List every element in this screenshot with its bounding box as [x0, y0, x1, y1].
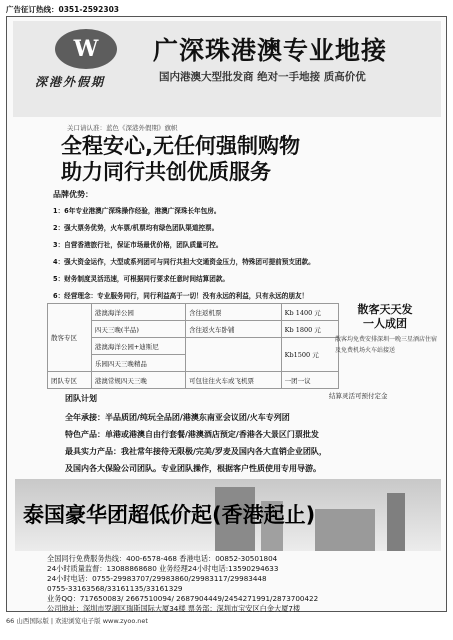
note-cell: 可包往往火车或飞机票	[186, 372, 282, 389]
note-cell: 含往返机票	[186, 304, 282, 321]
price-table	[47, 303, 339, 389]
advantage-item: 2：强大票务优势，火车票/机票均有绿色团队渠道控票。	[53, 224, 219, 232]
ad-page	[6, 16, 447, 612]
logo-text: 深港外假期	[35, 75, 106, 89]
price-cell: Kb 1800 元	[281, 321, 338, 338]
route-cell: 港澳常规四天三晚	[91, 372, 185, 389]
group-plan-title: 团队计划	[65, 394, 97, 403]
table-row	[48, 304, 339, 321]
price-cell: Kb1500 元	[281, 338, 338, 372]
advantages-title: 品牌优势：	[53, 190, 93, 199]
contact-info	[47, 554, 318, 614]
route-cell: 四天三晚(半品)	[91, 321, 185, 338]
table-row	[48, 372, 339, 389]
advantage-item: 1：6年专业港澳广深珠操作经验，港澳广深珠长年包房。	[53, 207, 221, 215]
headline	[61, 133, 300, 185]
contact-line: 0755-33163568/33161135/33161329	[47, 584, 183, 593]
side-promo	[329, 303, 441, 371]
contact-line: 业务QQ：717650083/ 2667510094/ 2687904449/2454271991/2873700422	[47, 594, 319, 603]
banner-title: 泰国豪华团超低价起(香港起止)	[23, 503, 316, 527]
notice-text: 关口请认准：蓝色《深港外假期》旗帜	[67, 124, 178, 132]
header-banner	[13, 21, 441, 117]
note-cell: 含往返火车卧铺	[186, 321, 282, 338]
group-plan-list	[65, 409, 437, 477]
advantage-item: 6：经营理念：专业服务同行，同行利益高于一切！没有永远的利益，只有永远的朋友！	[53, 292, 309, 300]
advantage-item: 4：强大资金运作，大型或系列团可与同行共担大交通资金压力，特殊团可提前预支团款。	[53, 258, 315, 266]
group-plan-item: 最具实力产品：我社常年接待无限极/完美/罗麦及国内各大直销企业团队，	[65, 447, 327, 456]
contact-line: 24小时质量监督：13088868680 业务经理24小时电话:13590294633	[47, 564, 279, 573]
building-shape	[387, 493, 405, 551]
note-cell	[186, 338, 282, 372]
route-cell: 乐园四天三晚精品	[91, 355, 185, 372]
advantage-item: 3：自营香港旅行社，保证市场最优价格，团队质量可控。	[53, 241, 223, 249]
group-plan-item: 特色产品：单港或港澳自由行套餐/港澳酒店预定/香港各大景区门票批发	[65, 430, 319, 439]
side-title-1: 散客天天发	[357, 303, 413, 316]
group-plan-item: 及国内各大保险公司团队。专业团队操作，根据客户性质使用专用导游。	[65, 464, 321, 473]
price-cell: 一团一议	[281, 372, 338, 389]
headline-line2: 助力同行共创优质服务	[61, 160, 271, 184]
advantages-list	[53, 203, 443, 305]
category-cell: 团队专区	[48, 372, 92, 389]
side-title-2: 一人成团	[363, 317, 407, 330]
table-row	[48, 338, 339, 355]
advantage-item: 5：财务制度灵活迅速，可根据同行要求任意时间结算团款。	[53, 275, 230, 283]
ad-hotline: 广告征订热线：0351-2592303	[6, 5, 120, 14]
contact-line: 公司地址：深圳市罗湖区瑞斯国际大厦34楼 票务部：深圳市宝安区白金大厦7楼	[47, 604, 301, 613]
group-plan-item: 全年承接：半品质团/纯玩全品团/港澳东南亚会议团/火车专列团	[65, 413, 290, 422]
route-cell: 港澳海洋公园+迪斯尼	[91, 338, 185, 355]
header-subtitle: 国内港澳大型批发商 绝对一手地接 质高价优	[159, 71, 366, 83]
category-cell: 散客专区	[48, 304, 92, 372]
price-cell: Kb 1400 元	[281, 304, 338, 321]
company-logo: W	[55, 29, 117, 69]
contact-line: 24小时电话：0755-29983707/29983860/29983117/29983448	[47, 574, 267, 583]
building-shape	[315, 509, 375, 551]
promo-banner-image	[15, 479, 441, 551]
table-row	[48, 321, 339, 338]
page-footer: 66 山西国际版 | 欢迎浏览电子版 www.zyoo.net	[6, 617, 148, 625]
header-title: 广深珠港澳专业地接	[153, 36, 388, 65]
group-note: 结算灵活可预付定金	[329, 392, 388, 400]
route-cell: 港澳海洋公园	[91, 304, 185, 321]
headline-line1: 全程安心,无任何强制购物	[61, 134, 300, 158]
contact-line: 全国同行免费服务热线：400-6578-468 香港电话：00852-30501804	[47, 554, 278, 563]
side-text: 散客均免费安排深圳一晚三星酒店住宿及免费机场火车站接送	[335, 336, 438, 354]
